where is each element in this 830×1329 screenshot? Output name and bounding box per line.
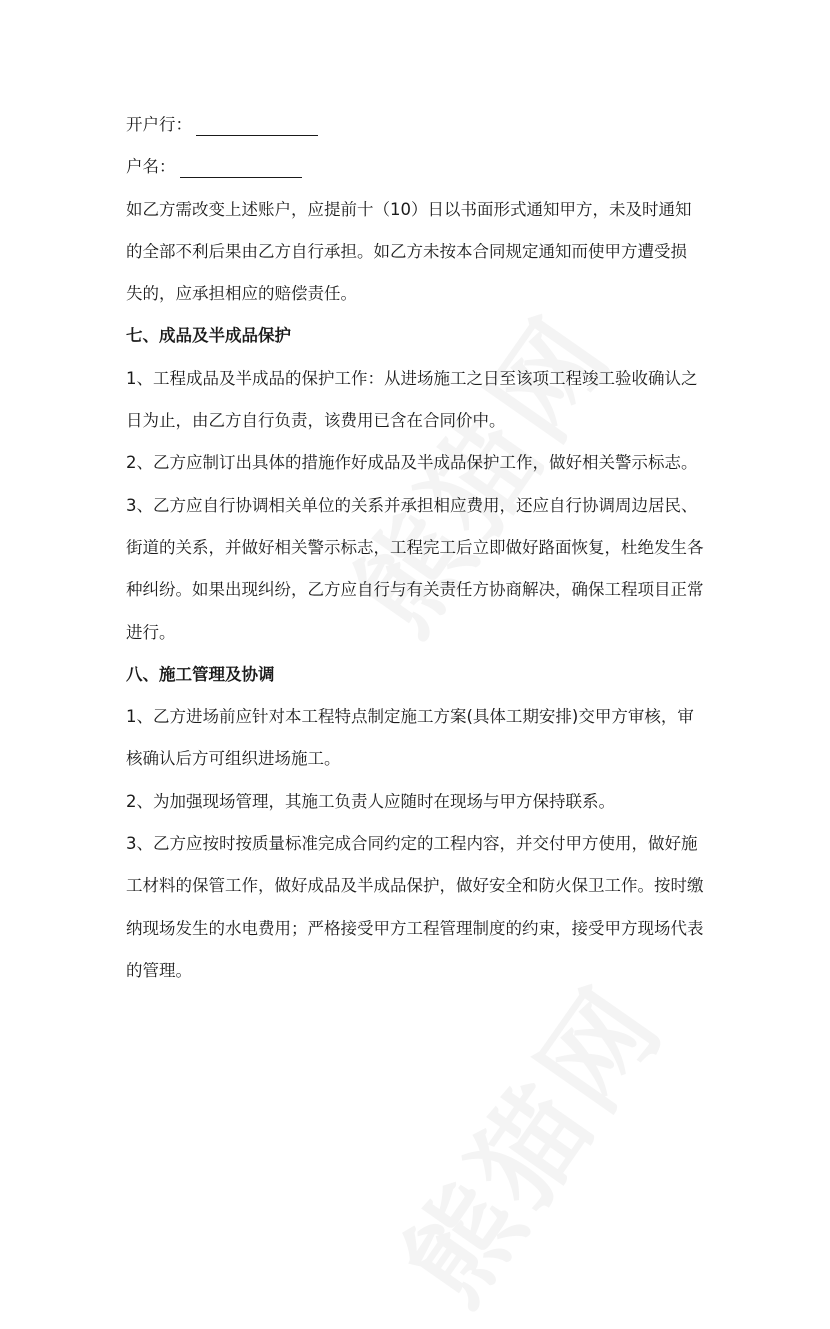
paragraph-line: 日为止，由乙方自行负责，该费用已含在合同价中。 — [126, 411, 506, 431]
paragraph-line: 1、工程成品及半成品的保护工作：从进场施工之日至该项工程竣工验收确认之 — [126, 368, 698, 388]
account-name-label: 户名： — [126, 157, 176, 177]
paragraph-line: 2、乙方应制订出具体的措施作好成品及半成品保护工作，做好相关警示标志。 — [126, 453, 698, 473]
paragraph-line: 失的，应承担相应的赔偿责任。 — [126, 284, 357, 304]
section-heading-7: 七、成品及半成品保护 — [126, 326, 291, 346]
paragraph-line: 街道的关系，并做好相关警示标志，工程完工后立即做好路面恢复，杜绝发生各 — [126, 537, 704, 557]
paragraph-line: 2、为加强现场管理，其施工负责人应随时在现场与甲方保持联系。 — [126, 791, 615, 811]
paragraph-line: 种纠纷。如果出现纠纷，乙方应自行与有关责任方协商解决，确保工程项目正常 — [126, 580, 704, 600]
bank-blank-line — [196, 113, 318, 136]
paragraph-line: 工材料的保管工作，做好成品及半成品保护，做好安全和防火保卫工作。按时缴 — [126, 876, 704, 896]
paragraph-line: 的全部不利后果由乙方自行承担。如乙方未按本合同规定通知而使甲方遭受损 — [126, 241, 687, 261]
paragraph-line: 进行。 — [126, 622, 176, 642]
account-name-blank-line — [180, 155, 302, 178]
paragraph-line: 纳现场发生的水电费用；严格接受甲方工程管理制度的约束，接受甲方现场代表 — [126, 918, 704, 938]
bank-field — [126, 104, 716, 146]
paragraph-line: 1、乙方进场前应针对本工程特点制定施工方案(具体工期安排)交甲方审核，审 — [126, 707, 694, 727]
bank-label: 开户行： — [126, 115, 192, 134]
paragraph-line: 3、乙方应自行协调相关单位的关系并承担相应费用，还应自行协调周边居民、 — [126, 495, 698, 515]
section-heading-8: 八、施工管理及协调 — [126, 664, 275, 684]
contract-body — [126, 104, 716, 992]
account-name-field — [126, 146, 716, 188]
paragraph-line: 的管理。 — [126, 960, 192, 980]
paragraph-line: 3、乙方应按时按质量标准完成合同约定的工程内容，并交付甲方使用，做好施 — [126, 834, 698, 854]
paragraph-line: 核确认后方可组织进场施工。 — [126, 749, 341, 769]
paragraph-line: 如乙方需改变上述账户，应提前十（10）日以书面形式通知甲方，未及时通知 — [126, 199, 692, 219]
watermark — [361, 949, 693, 1329]
